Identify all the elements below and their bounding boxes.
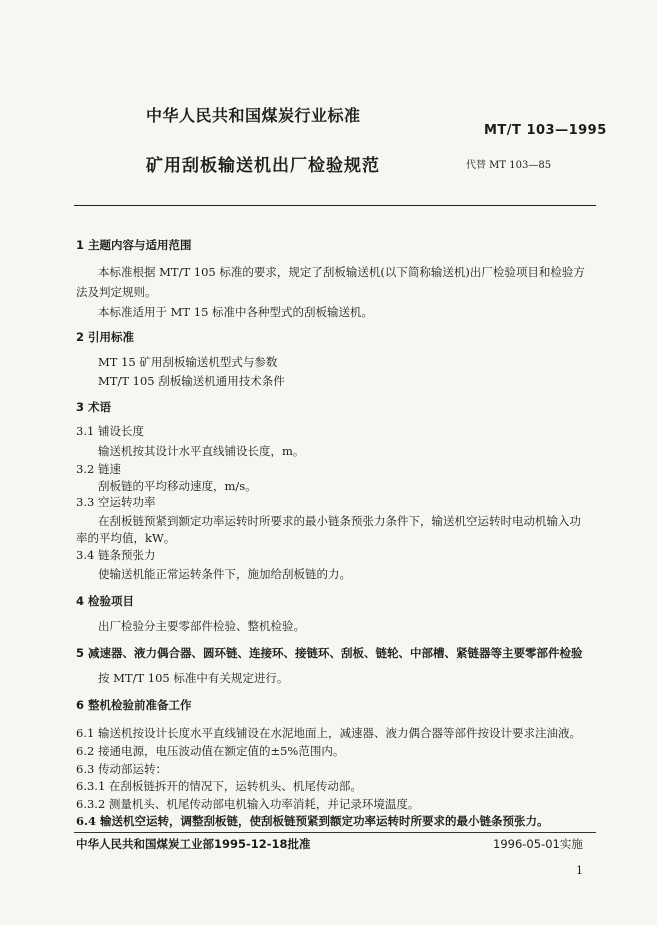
term-3-4: 3.4 链条预张力 bbox=[76, 548, 156, 562]
section-3-heading: 3 术语 bbox=[76, 400, 112, 414]
term-3-3-definition: 在刮板链预紧到额定功率运转时所要求的最小链条预张力条件下，输送机空运转时电动机输入功 bbox=[98, 514, 581, 528]
issuing-authority-header: 中华人民共和国煤炭行业标准 bbox=[146, 106, 361, 125]
section-4-paragraph: 出厂检验分主要零部件检验、整机检验。 bbox=[98, 619, 305, 633]
effective-date: 1996-05-01实施 bbox=[493, 837, 583, 851]
approval-line: 中华人民共和国煤炭工业部1995-12-18批准 bbox=[76, 837, 311, 851]
section-1-heading: 1 主题内容与适用范围 bbox=[76, 238, 192, 252]
section-5-heading: 5 减速器、液力偶合器、圆环链、连接环、接链环、刮板、链轮、中部槽、紧链器等主要零部件检验 bbox=[76, 646, 583, 660]
term-3-2-definition: 刮板链的平均移动速度，m/s。 bbox=[98, 479, 257, 493]
term-3-1: 3.1 铺设长度 bbox=[76, 424, 144, 438]
term-3-3: 3.3 空运转功率 bbox=[76, 495, 156, 509]
reference-item: MT 15 矿用刮板输送机型式与参数 bbox=[98, 355, 278, 369]
clause-6-1: 6.1 输送机按设计长度水平直线铺设在水泥地面上，减速器、液力偶合器等部件按设计要求注油液。 bbox=[76, 726, 581, 740]
clause-6-3-2: 6.3.2 测量机头、机尾传动部电机输入功率消耗，并记录环境温度。 bbox=[76, 797, 420, 811]
clause-6-4: 6.4 输送机空运转，调整刮板链，使刮板链预紧到额定功率运转时所要求的最小链条预张力。 bbox=[76, 814, 549, 828]
term-3-1-definition: 输送机按其设计水平直线铺设长度，m。 bbox=[98, 444, 305, 458]
section-6-heading: 6 整机检验前准备工作 bbox=[76, 698, 192, 712]
replaces-note: 代替 MT 103—85 bbox=[466, 160, 552, 171]
document-title: 矿用刮板输送机出厂检验规范 bbox=[146, 156, 380, 176]
clause-6-3-1: 6.3.1 在刮板链拆开的情况下，运转机头、机尾传动部。 bbox=[76, 779, 362, 793]
term-3-2: 3.2 链速 bbox=[76, 462, 121, 476]
term-3-3-definition-cont: 率的平均值，kW。 bbox=[76, 531, 176, 545]
reference-item: MT/T 105 刮板输送机通用技术条件 bbox=[98, 374, 285, 388]
section-1-paragraph-1-cont: 法及判定规则。 bbox=[76, 285, 157, 299]
section-1-paragraph-2: 本标准适用于 MT 15 标准中各种型式的刮板输送机。 bbox=[98, 305, 374, 319]
page-number: 1 bbox=[576, 864, 583, 877]
footer-rule bbox=[74, 832, 596, 833]
term-3-4-definition: 使输送机能正常运转条件下，施加给刮板链的力。 bbox=[98, 567, 351, 581]
standard-code: MT/T 103—1995 bbox=[484, 123, 607, 138]
section-2-heading: 2 引用标准 bbox=[76, 330, 135, 344]
section-1-paragraph-1: 本标准根据 MT/T 105 标准的要求，规定了刮板输送机(以下简称输送机)出厂检验项目和检验方 bbox=[98, 265, 585, 279]
clause-6-3: 6.3 传动部运转： bbox=[76, 762, 167, 776]
header-rule bbox=[74, 205, 596, 206]
clause-6-2: 6.2 接通电源，电压波动值在额定值的±5%范围内。 bbox=[76, 744, 345, 758]
section-5-paragraph: 按 MT/T 105 标准中有关规定进行。 bbox=[98, 671, 289, 685]
section-4-heading: 4 检验项目 bbox=[76, 594, 135, 608]
